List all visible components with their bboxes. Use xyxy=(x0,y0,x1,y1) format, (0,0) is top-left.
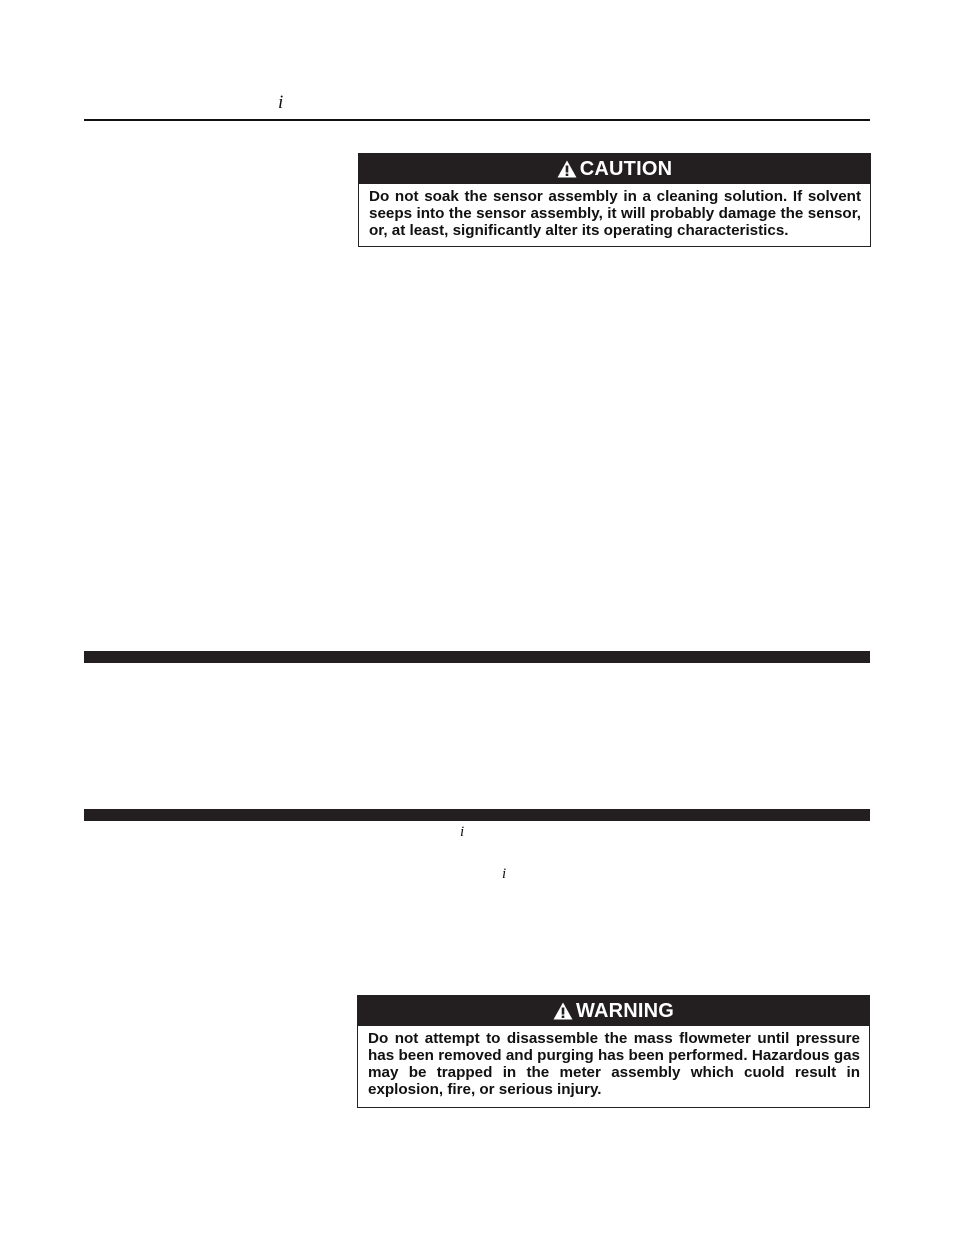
section-divider-bar xyxy=(84,651,870,663)
caution-title: CAUTION xyxy=(579,157,673,180)
warning-header xyxy=(358,996,869,1026)
warning-triangle-icon xyxy=(553,1002,573,1020)
caution-text: Do not soak the sensor assembly in a cleaning solution. If solvent seeps into the sensor assembly, it will probably damage the sensor, or, at least, significantly alter its operating characteristics. xyxy=(369,188,861,239)
warning-title: WARNING xyxy=(575,999,675,1022)
caution-box xyxy=(358,153,871,247)
header-rule xyxy=(84,119,870,121)
warning-triangle-icon xyxy=(557,160,577,178)
warning-box xyxy=(357,995,870,1108)
header-mark: i xyxy=(278,92,284,113)
inline-mark: i xyxy=(460,824,465,840)
inline-mark: i xyxy=(502,866,507,882)
warning-text: Do not attempt to disassemble the mass flowmeter until pressure has been removed and purging has been performed. Hazardous gas may be trapped in the meter assembly which cuold result in explosion, fire, or serious injury. xyxy=(368,1030,860,1098)
section-divider-bar xyxy=(84,809,870,821)
caution-header xyxy=(359,154,870,184)
